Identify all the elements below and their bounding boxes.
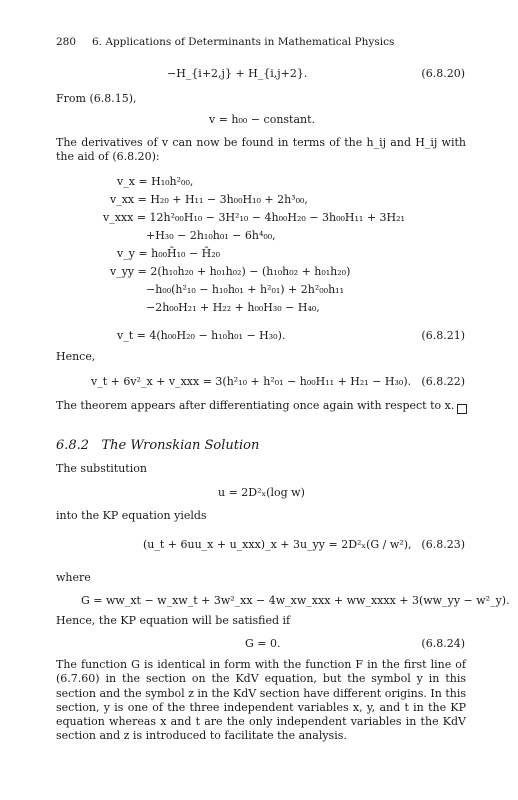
equation-number-6-8-23: (6.8.23) (421, 538, 465, 551)
theorem-text: The theorem appears after differentiating once again with respect to x. (56, 399, 455, 412)
derivative-line: −h₀₀(h²₁₀ − h₁₀h₀₁ + h²₀₁) + 2h²₀₀h₁₁ (146, 283, 344, 296)
derivative-line: −2h₀₀H₂₁ + H₂₂ + h₀₀H₃₀ − H₄₀, (146, 301, 320, 314)
derivative-line: v_yy = 2(h₁₀h₂₀ + h₀₁h₀₂) − (h₁₀h₀₂ + h₀₁h₂₀) (110, 265, 351, 278)
where-text: where (56, 571, 91, 584)
derivative-line: +H₃₀ − 2h₁₀h₀₁ − 6h⁴₀₀, (146, 229, 276, 242)
u-equation: u = 2D²ₓ(log w) (218, 486, 305, 499)
from-text: From (6.8.15), (56, 92, 137, 105)
qed-square-icon (457, 404, 467, 414)
equation-number-6-8-24: (6.8.24) (421, 637, 465, 650)
kp-text: into the KP equation yields (56, 509, 207, 522)
equation-6-8-23: (u_t + 6uu_x + u_xxx)_x + 3u_yy = 2D²ₓ(G / w²), (143, 538, 412, 551)
equation-number-6-8-22: (6.8.22) (421, 375, 465, 388)
derivative-line: v_t = 4(h₀₀H₂₀ − h₁₀h₀₁ − H₃₀). (117, 329, 286, 342)
hence-kp-text: Hence, the KP equation will be satisfied if (56, 614, 291, 627)
derivative-line: v_xxx = 12h²₀₀H₁₀ − 3H²₁₀ − 4h₀₀H₂₀ − 3h₀₀H₁₁ + 3H₂₁ (103, 211, 405, 224)
substitution-text: The substitution (56, 462, 147, 475)
equation-number-6-8-21: (6.8.21) (421, 329, 465, 342)
equation-6-8-24: G = 0. (245, 637, 281, 650)
equation-number-6-8-20: (6.8.20) (421, 67, 465, 80)
page-number: 280 (56, 36, 77, 48)
v-equation: v = h₀₀ − constant. (209, 113, 316, 126)
derivatives-intro: The derivatives of v can now be found in terms of the h_ij and H_ij with the aid of (6.8.20): (56, 136, 466, 164)
derivative-line: v_x = H₁₀h²₀₀, (117, 175, 194, 188)
running-title: 6. Applications of Determinants in Mathematical Physics (92, 36, 395, 48)
derivative-line: v_xx = H₂₀ + H₁₁ − 3h₀₀H₁₀ + 2h³₀₀, (110, 193, 308, 206)
hence-text: Hence, (56, 350, 96, 363)
section-heading (56, 438, 259, 453)
derivative-line: v_y = h₀₀H̄₁₀ − H̄₂₀ (117, 247, 221, 260)
final-paragraph: The function G is identical in form with the function F in the first line of (6.7.60) in the section on the KdV equation, but the symbol y in this section and the symbol z in the KdV section have different origins. In this section, y is one of the three independent variables x, y, and t in the KP equation whereas x and t are the only independent variables in the KdV section and z is introduced to facilitate the analysis. (56, 658, 466, 743)
equation-6-8-22: v_t + 6v²_x + v_xxx = 3(h²₁₀ + h²₀₁ − h₀₀H₁₁ + H₂₁ − H₃₀). (91, 375, 412, 388)
section-title: The Wronskian Solution (101, 438, 260, 453)
section-number: 6.8.2 (56, 438, 90, 453)
equation-top: −H_{i+2,j} + H_{i,j+2}. (167, 67, 308, 80)
G-equation: G = ww_xt − w_xw_t + 3w²_xx − 4w_xw_xxx + ww_xxxx + 3(ww_yy − w²_y). (81, 594, 510, 607)
